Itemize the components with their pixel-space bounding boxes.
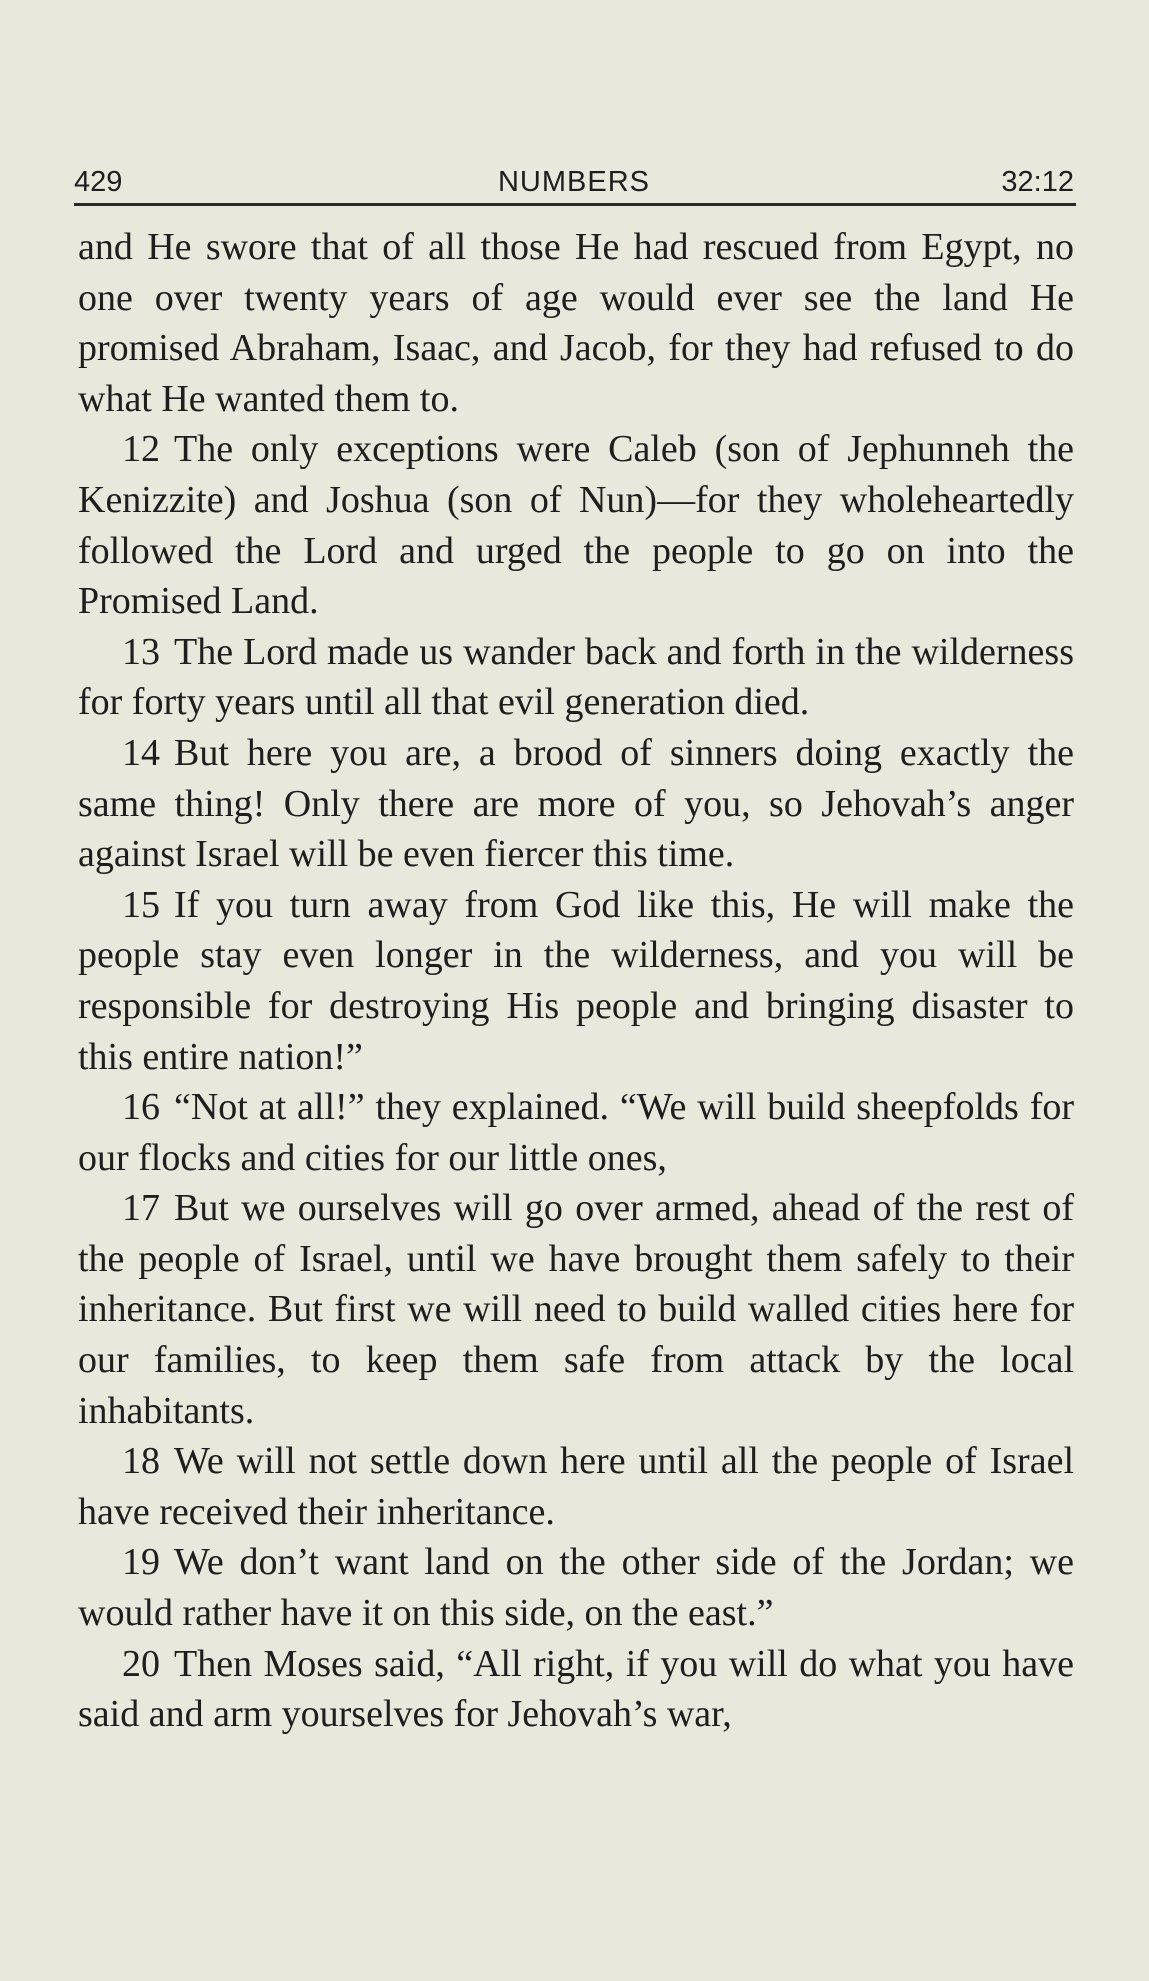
paragraph-continuation — [78, 222, 1074, 424]
verse-text: Then Moses said, “All right, if you will do what you have said and arm yourselves for Jehovah’s war, — [78, 1642, 1074, 1736]
verse-number: 16 — [122, 1086, 160, 1129]
verse-paragraph — [78, 880, 1074, 1082]
header-rule — [74, 203, 1076, 206]
verse-text: “Not at all!” they explained. “We will build sheepfolds for our flocks and cities for our little ones, — [78, 1086, 1074, 1179]
running-header — [74, 158, 1074, 204]
verse-number: 17 — [122, 1187, 160, 1230]
verse-number: 15 — [122, 883, 160, 926]
book-title: NUMBERS — [497, 166, 650, 198]
verse-text: and He swore that of all those He had rescued from Egypt, no one over twenty years of age would ever see the land He promised Abraham, Isaac, and Jacob, for they had refused to do what He wanted them to. — [78, 226, 1074, 420]
chapter-verse-reference: 32:12 — [1001, 166, 1074, 198]
verse-text: The only exceptions were Caleb (son of Jephunneh the Kenizzite) and Joshua (son of Nun)—for they wholeheartedly followed the Lord and urged the people to go on into the Promised Land. — [78, 428, 1074, 623]
verse-paragraph — [78, 1082, 1074, 1183]
verse-paragraph — [78, 627, 1074, 728]
page-number: 429 — [74, 166, 123, 198]
verse-text: The Lord made us wander back and forth in the wilderness for forty years until all that evil generation died. — [78, 630, 1074, 724]
verse-paragraph — [78, 424, 1074, 626]
verse-number: 13 — [122, 630, 160, 673]
body-text — [78, 222, 1074, 1740]
verse-text: If you turn away from God like this, He will make the people stay even longer in the wilderness, and you will be responsible for destroying His people and bringing disaster to this entire nation!” — [78, 883, 1074, 1078]
verse-text: We don’t want land on the other side of the Jordan; we would rather have it on this side, on the east.” — [78, 1541, 1074, 1635]
verse-number: 20 — [122, 1642, 160, 1685]
verse-paragraph — [78, 1537, 1074, 1638]
verse-paragraph — [78, 1436, 1074, 1537]
verse-paragraph — [78, 728, 1074, 880]
verse-number: 19 — [122, 1541, 160, 1584]
verse-paragraph — [78, 1639, 1074, 1740]
verse-text: We will not settle down here until all the people of Israel have received their inheritance. — [78, 1440, 1074, 1533]
verse-number: 18 — [122, 1440, 160, 1483]
verse-text: But here you are, a brood of sinners doing exactly the same thing! Only there are more of you, so Jehovah’s anger against Israel will be even fiercer this time. — [78, 731, 1074, 876]
verse-number: 14 — [122, 731, 160, 774]
verse-paragraph — [78, 1183, 1074, 1436]
verse-number: 12 — [122, 428, 160, 471]
verse-text: But we ourselves will go over armed, ahead of the rest of the people of Israel, until we have brought them safely to their inheritance. But first we will need to build walled cities here for our families, to keep them safe from attack by the local inhabitants. — [78, 1187, 1074, 1432]
